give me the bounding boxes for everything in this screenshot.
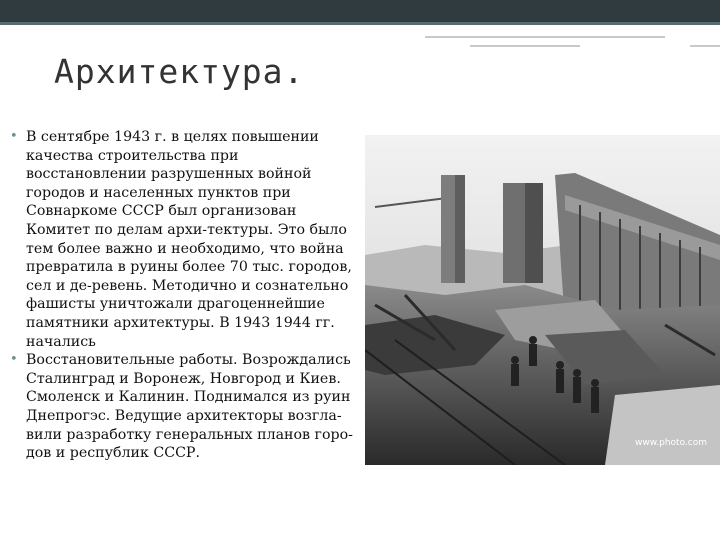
slide-body bbox=[10, 128, 355, 463]
slide-title: Архитектура. bbox=[54, 52, 305, 91]
ruins-photo bbox=[365, 135, 720, 465]
photo-watermark: www.photo.com bbox=[635, 438, 707, 448]
decor-line-3 bbox=[690, 45, 720, 47]
bullet-text-2: Восстановительные работы. Возрождались Сталинград и Воронеж, Новгород и Киев. Смоленск и Калинин. Поднимался из руин Днепрогэс. Ведущие архитекторы возгла-вили разработку генеральных планов горо-дов и республик СССР. bbox=[26, 352, 353, 462]
bullet-dot-icon: • bbox=[10, 129, 18, 144]
decor-line-1 bbox=[425, 36, 665, 38]
top-bar-accent bbox=[0, 22, 720, 25]
bullet-item-2 bbox=[10, 351, 355, 463]
bullet-dot-icon: • bbox=[10, 352, 18, 368]
bullet-text-1: В сентябре 1943 г. в целях повышении качества строительства при восстановлении разрушенных войной городов и населенных пунктов при Совнаркоме СССР был организован Комитет по делам архи-тектуры. Это было тем более важно и необходимо, что война превратила в руины более 70 тыс. городов, сел и де-ревень. Методично и сознательно фашисты уничтожали драгоценнейшие памятники архитектуры. В 1943 1944 гг. начались bbox=[26, 129, 352, 350]
decor-line-2 bbox=[470, 45, 580, 47]
top-bar bbox=[0, 0, 720, 24]
bullet-item-1 bbox=[10, 128, 355, 351]
